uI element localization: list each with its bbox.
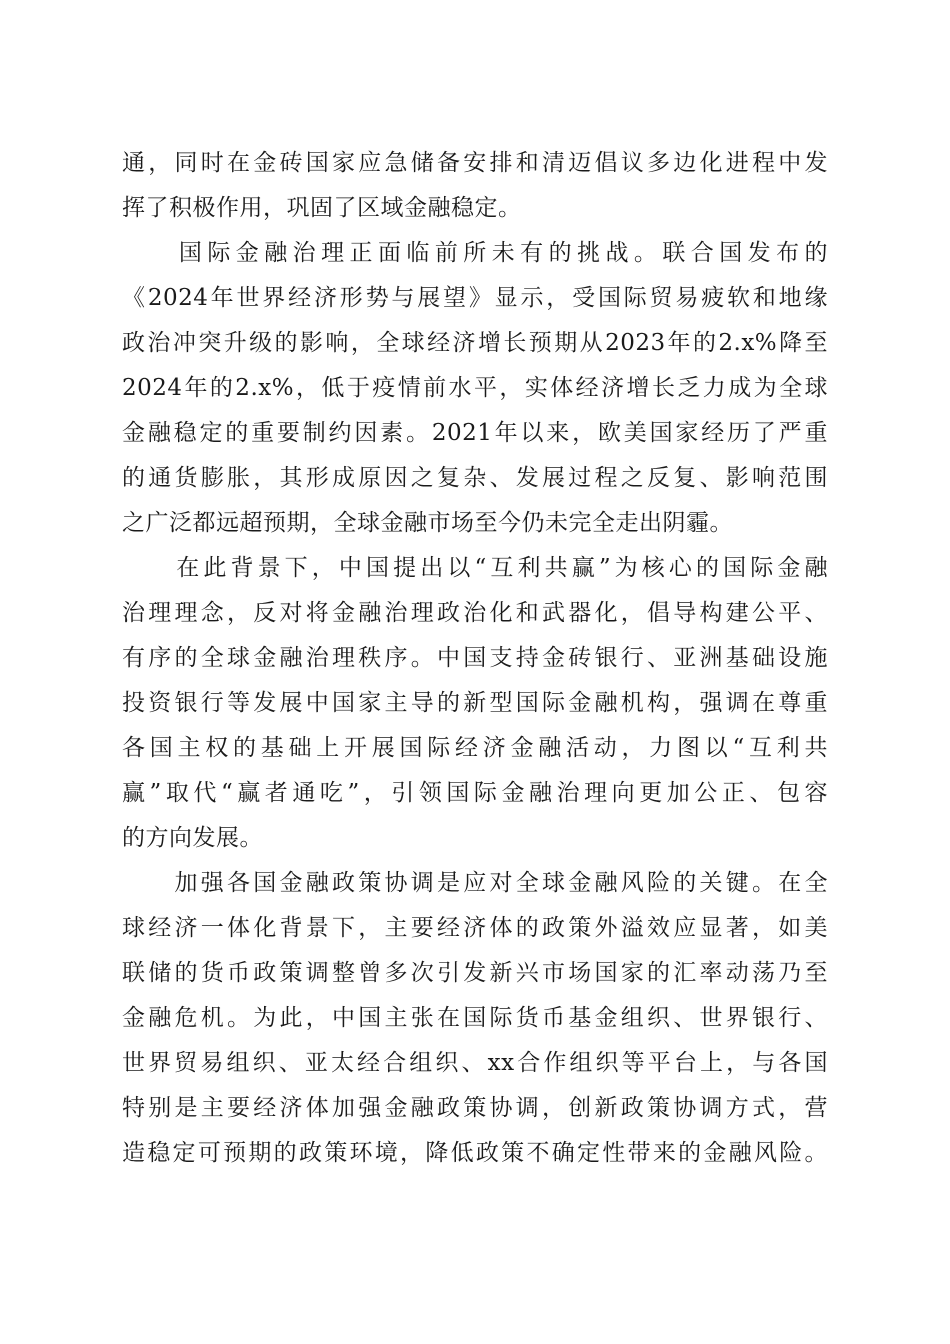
paragraph-4-line-4: 金融危机。为此，中国主张在国际货币基金组织、世界银行、	[122, 1005, 828, 1031]
paragraph-2-line-5: 金融稳定的重要制约因素。2021年以来，欧美国家经历了严重	[122, 420, 828, 446]
paragraph-2-line-1: 国际金融治理正面临前所未有的挑战。联合国发布的	[122, 240, 828, 266]
paragraph-2-line-7: 之广泛都远超预期，全球金融市场至今仍未完全走出阴霾。	[122, 510, 733, 536]
paragraph-3-line-5: 各国主权的基础上开展国际经济金融活动，力图以“互利共	[122, 735, 828, 761]
paragraph-4-line-5: 世界贸易组织、亚太经合组织、xx合作组织等平台上，与各国	[122, 1050, 828, 1076]
paragraph-3-line-4: 投资银行等发展中国家主导的新型国际金融机构，强调在尊重	[122, 690, 828, 716]
paragraph-4-line-6: 特别是主要经济体加强金融政策协调，创新政策协调方式，营	[122, 1095, 828, 1121]
paragraph-4-line-1: 加强各国金融政策协调是应对全球金融风险的关键。在全	[122, 870, 828, 896]
paragraph-2-line-6: 的通货膨胀，其形成原因之复杂、发展过程之反复、影响范围	[122, 465, 828, 491]
paragraph-2-line-3: 政治冲突升级的影响，全球经济增长预期从2023年的2.x%降至	[122, 330, 828, 356]
paragraph-3-line-1: 在此背景下，中国提出以“互利共赢”为核心的国际金融	[122, 555, 828, 581]
paragraph-3-line-3: 有序的全球金融治理秩序。中国支持金砖银行、亚洲基础设施	[122, 645, 828, 671]
paragraph-2-line-2: 《2024年世界经济形势与展望》显示，受国际贸易疲软和地缘	[122, 285, 828, 311]
paragraph-3-line-7: 的方向发展。	[122, 825, 263, 851]
paragraph-1-line-2: 挥了积极作用，巩固了区域金融稳定。	[122, 195, 522, 221]
paragraph-1-line-1: 通，同时在金砖国家应急储备安排和清迈倡议多边化进程中发	[122, 150, 828, 176]
paragraph-3-line-6: 赢”取代“赢者通吃”，引领国际金融治理向更加公正、包容	[122, 780, 828, 806]
paragraph-4-line-3: 联储的货币政策调整曾多次引发新兴市场国家的汇率动荡乃至	[122, 960, 828, 986]
paragraph-4-line-7: 造稳定可预期的政策环境，降低政策不确定性带来的金融风险。	[122, 1140, 828, 1166]
paragraph-3-line-2: 治理理念，反对将金融治理政治化和武器化，倡导构建公平、	[122, 600, 828, 626]
paragraph-4-line-2: 球经济一体化背景下，主要经济体的政策外溢效应显著，如美	[122, 915, 828, 941]
paragraph-2-line-4: 2024年的2.x%，低于疫情前水平，实体经济增长乏力成为全球	[122, 375, 828, 401]
